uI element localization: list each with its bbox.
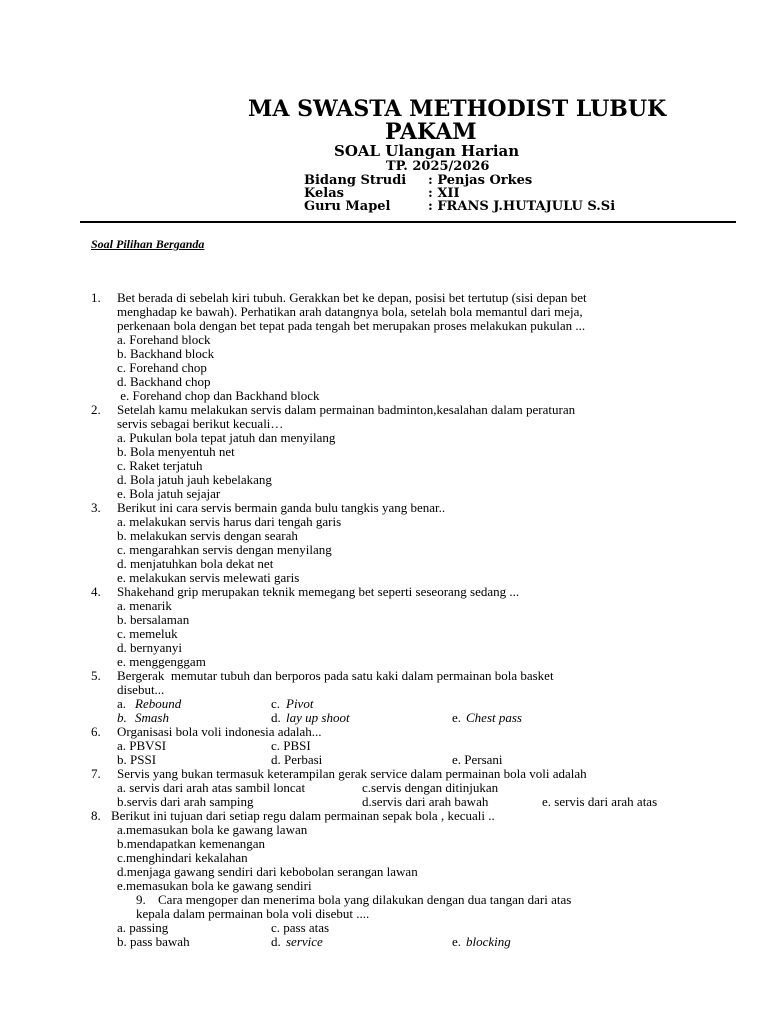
answer-option: d.menjaga gawang sendiri dari kebobolan serangan lawan	[117, 864, 418, 879]
answer-option: b. bersalaman	[117, 612, 190, 627]
answer-option: c.menghindari kekalahan	[117, 850, 248, 865]
answer-option: e. Bola jatuh sejajar	[117, 486, 221, 501]
answer-option: c. mengarahkan servis dengan menyilang	[117, 542, 332, 557]
question-text: Bet berada di sebelah kiri tubuh. Gerakkan bet ke depan, posisi bet tertutup (sisi depan bet	[117, 290, 587, 305]
field-value-class: : XII	[428, 186, 460, 201]
header-divider	[80, 221, 736, 223]
answer-option: b. pass bawah	[117, 934, 190, 949]
answer-option-text: lay up shoot	[286, 710, 350, 725]
answer-option-label: d.	[271, 934, 281, 949]
answer-option: e. servis dari arah atas	[542, 794, 658, 809]
answer-option: e. Persani	[452, 752, 503, 767]
answer-option-text: blocking	[466, 934, 511, 949]
answer-option: b. Bola menyentuh net	[117, 444, 235, 459]
school-name-line1: MA SWASTA METHODIST LUBUK	[248, 96, 667, 122]
answer-option: a. menarik	[117, 598, 172, 613]
field-value-subject: : Penjas Orkes	[428, 173, 533, 188]
answer-option: a. servis dari arah atas sambil loncat	[117, 780, 306, 795]
question-text: Shakehand grip merupakan teknik memegang bet seperti seseorang sedang ...	[117, 584, 520, 599]
answer-option: d. Backhand chop	[117, 374, 211, 389]
question-number: 9.	[136, 892, 146, 907]
answer-option-label: c.	[271, 696, 281, 711]
answer-option: b. melakukan servis dengan searah	[117, 528, 298, 543]
question-text: servis sebagai berikut kecuali…	[117, 416, 284, 431]
answer-option: c. Forehand chop	[117, 360, 207, 375]
answer-option-label: e.	[452, 934, 462, 949]
question-text: perkenaan bola dengan bet tepat pada tengah bet merupakan proses melakukan pukulan ...	[117, 318, 586, 333]
answer-option: b.servis dari arah samping	[117, 794, 254, 809]
answer-option: d. menjatuhkan bola dekat net	[117, 556, 274, 571]
answer-option: c. pass atas	[271, 920, 330, 935]
answer-option: c. memeluk	[117, 626, 178, 641]
answer-option: d.servis dari arah bawah	[362, 794, 489, 809]
question-text: kepala dalam permainan bola voli disebut ....	[136, 906, 370, 921]
answer-option: a. Forehand block	[117, 332, 211, 347]
answer-option: b. Backhand block	[117, 346, 215, 361]
question-number: 1.	[91, 290, 101, 305]
answer-option: e. menggenggam	[117, 654, 206, 669]
question-number: 5.	[91, 668, 101, 683]
answer-option: e.memasukan bola ke gawang sendiri	[117, 878, 312, 893]
question-text: Berikut ini tujuan dari setiap regu dalam permainan sepak bola , kecuali ..	[111, 808, 495, 823]
answer-option: a.memasukan bola ke gawang lawan	[117, 822, 308, 837]
answer-option-text: Chest pass	[466, 710, 522, 725]
question-number: 4.	[91, 584, 101, 599]
question-text: Cara mengoper dan menerima bola yang dilakukan dengan dua tangan dari atas	[158, 892, 572, 907]
exam-title: SOAL Ulangan Harian	[334, 142, 520, 160]
answer-option: e. melakukan servis melewati garis	[117, 570, 300, 585]
answer-option-label: a.	[117, 696, 127, 711]
answer-option: a. Pukulan bola tepat jatuh dan menyilang	[117, 430, 336, 445]
answer-option: a. melakukan servis harus dari tengah garis	[117, 514, 342, 529]
field-label-class: Kelas	[304, 186, 344, 201]
answer-option-text: service	[286, 934, 323, 949]
answer-option-label: e.	[452, 710, 462, 725]
question-number: 7.	[91, 766, 101, 781]
answer-option: c. Raket terjatuh	[117, 458, 203, 473]
section-title: Soal Pilihan Berganda	[91, 237, 205, 251]
school-year: TP. 2025/2026	[386, 159, 490, 174]
answer-option: e. Forehand chop dan Backhand block	[117, 388, 320, 403]
answer-option: d. bernyanyi	[117, 640, 182, 655]
question-text: Bergerak memutar tubuh dan berporos pada satu kaki dalam permainan bola basket	[117, 668, 554, 683]
field-value-teacher: : FRANS J.HUTAJULU S.Si	[428, 199, 616, 214]
answer-option: d. Perbasi	[271, 752, 323, 767]
question-number: 2.	[91, 402, 101, 417]
question-number: 8.	[91, 808, 101, 823]
answer-option: a. PBVSI	[117, 738, 167, 753]
question-number: 3.	[91, 500, 101, 515]
question-number: 6.	[91, 724, 101, 739]
answer-option: d. Bola jatuh jauh kebelakang	[117, 472, 272, 487]
answer-option-text: Pivot	[286, 696, 314, 711]
question-text: Organisasi bola voli indonesia adalah...	[117, 724, 322, 739]
school-name-line2: PAKAM	[385, 119, 477, 145]
question-text: Berikut ini cara servis bermain ganda bulu tangkis yang benar..	[117, 500, 446, 515]
answer-option-label: b.	[117, 710, 127, 725]
answer-option-text: Rebound	[135, 696, 182, 711]
question-text: menghadap ke bawah). Perhatikan arah datangnya bola, setelah bola memantul dari meja,	[117, 304, 583, 319]
answer-option-label: d.	[271, 710, 281, 725]
answer-option: a. passing	[117, 920, 169, 935]
answer-option-text: Smash	[135, 710, 169, 725]
answer-option: c. PBSI	[271, 738, 311, 753]
answer-option: b.mendapatkan kemenangan	[117, 836, 265, 851]
question-text: Setelah kamu melakukan servis dalam permainan badminton,kesalahan dalam peraturan	[117, 402, 576, 417]
answer-option: b. PSSI	[117, 752, 157, 767]
question-text: disebut...	[117, 682, 165, 697]
answer-option: c.servis dengan ditinjukan	[362, 780, 499, 795]
field-label-teacher: Guru Mapel	[304, 199, 391, 214]
field-label-subject: Bidang Strudi	[304, 173, 407, 188]
question-text: Servis yang bukan termasuk keterampilan gerak service dalam permainan bola voli adalah	[117, 766, 587, 781]
